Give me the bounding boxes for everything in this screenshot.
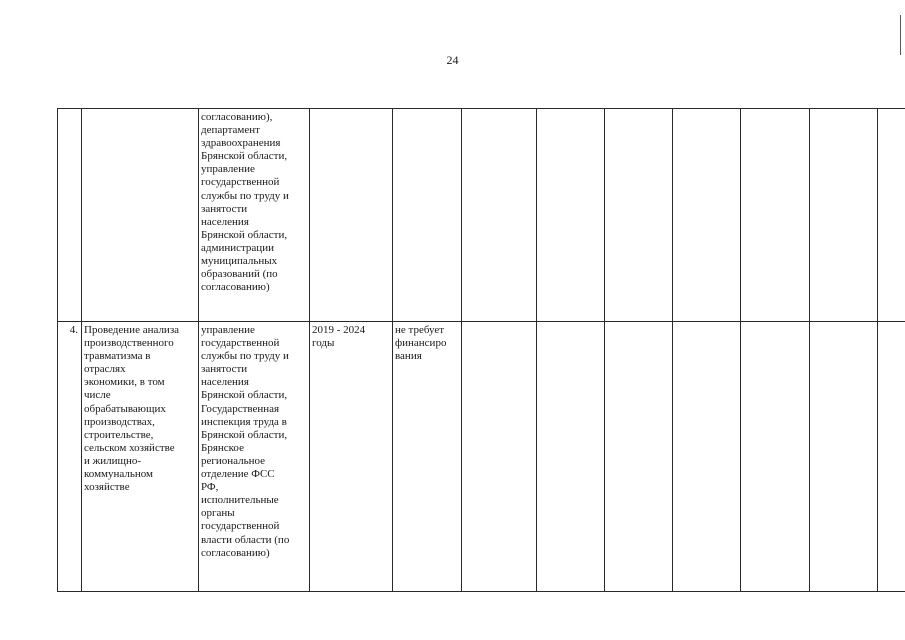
empty-cell	[605, 109, 673, 322]
empty-cell	[741, 109, 810, 322]
executors-cell: согласованию), департамент здравоохранения Брянской области, управление государственной службы по труду и занятости населения Брянской области, администрации муниципальных образований (по согласованию)	[199, 109, 310, 322]
empty-cell	[462, 322, 537, 592]
page-number: 24	[446, 53, 459, 67]
empty-cell	[878, 322, 905, 592]
financing-cell	[393, 109, 462, 322]
activity-cell	[82, 109, 199, 322]
empty-cell	[878, 109, 905, 322]
empty-cell	[673, 109, 741, 322]
empty-cell	[810, 109, 878, 322]
executors-cell: управление государственной службы по труду и занятости населения Брянской области, Государственная инспекция труда в Брянской области, Брянское региональное отделение ФСС РФ, исполнительные органы государственной власти области (по согласованию)	[199, 322, 310, 592]
financing-cell: не требует финансиро вания	[393, 322, 462, 592]
empty-cell	[605, 322, 673, 592]
program-table	[57, 108, 905, 592]
empty-cell	[810, 322, 878, 592]
table-row	[58, 322, 905, 592]
empty-cell	[741, 322, 810, 592]
row-number-cell	[58, 109, 82, 322]
period-cell	[310, 109, 393, 322]
activity-cell: Проведение анализа производственного травматизма в отраслях экономики, в том числе обрабатывающих производствах, строительстве, сельском хозяйстве и жилищно- коммунальном хозяйстве	[82, 322, 199, 592]
empty-cell	[537, 322, 605, 592]
period-cell: 2019 - 2024 годы	[310, 322, 393, 592]
table-row	[58, 109, 905, 322]
scan-edge-mark	[900, 15, 901, 55]
empty-cell	[537, 109, 605, 322]
row-number-cell: 4.	[58, 322, 82, 592]
empty-cell	[462, 109, 537, 322]
empty-cell	[673, 322, 741, 592]
